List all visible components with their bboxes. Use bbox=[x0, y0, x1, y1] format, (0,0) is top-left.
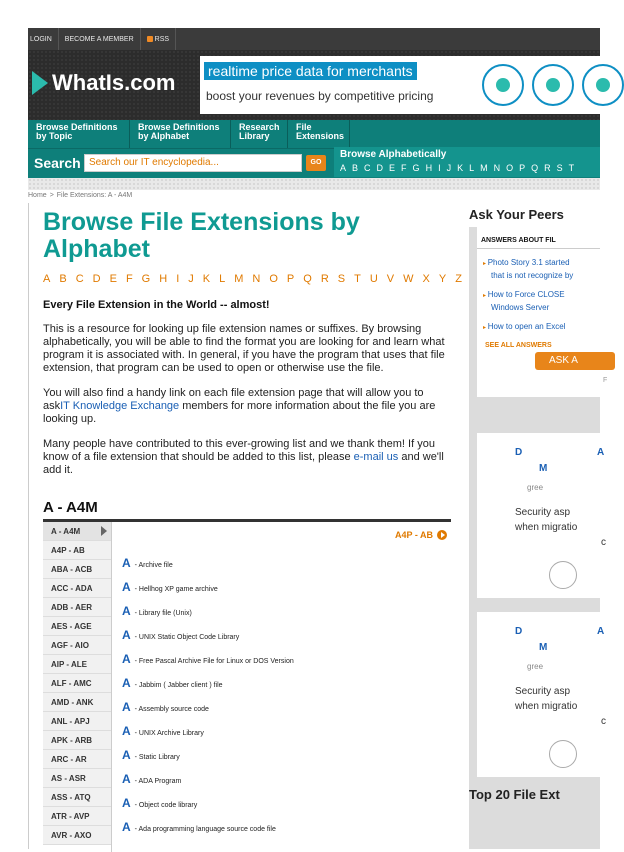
extension-row bbox=[122, 628, 239, 642]
question-text: that is not recognize by bbox=[491, 271, 574, 280]
top-bar bbox=[28, 28, 600, 50]
nav-label: by Alphabet bbox=[138, 131, 190, 141]
nav-label: Research bbox=[239, 122, 280, 132]
answers-label: ANSWERS ABOUT FIL bbox=[477, 227, 600, 249]
alpha-link[interactable]: Q bbox=[303, 273, 312, 285]
nav-file-extensions[interactable] bbox=[288, 120, 350, 148]
next-range-label: A4P - AB bbox=[394, 530, 433, 540]
browse-letter-k[interactable]: K bbox=[457, 163, 464, 173]
range-item[interactable]: ABA - ACB bbox=[43, 560, 111, 579]
range-item[interactable]: ATR - AVP bbox=[43, 807, 111, 826]
range-item[interactable]: AES - AGE bbox=[43, 617, 111, 636]
extension-link[interactable]: A bbox=[122, 604, 131, 618]
alpha-link[interactable]: A bbox=[43, 273, 51, 285]
ad-text bbox=[515, 505, 606, 550]
nav-research-library[interactable] bbox=[231, 120, 288, 148]
alpha-link[interactable]: L bbox=[219, 273, 226, 285]
extension-link[interactable]: A bbox=[122, 748, 131, 762]
alpha-link[interactable]: X bbox=[422, 273, 430, 285]
browse-letter-j[interactable]: J bbox=[446, 163, 452, 173]
page-frame bbox=[28, 28, 608, 849]
extension-row bbox=[122, 796, 197, 810]
extension-row bbox=[122, 724, 204, 738]
para-text: and we'll add it. bbox=[43, 451, 444, 476]
alpha-link[interactable]: B bbox=[59, 273, 67, 285]
extension-link[interactable]: A bbox=[122, 796, 131, 810]
login-link[interactable]: LOGIN bbox=[28, 28, 59, 50]
range-list bbox=[43, 522, 111, 845]
browse-letter-q[interactable]: Q bbox=[531, 163, 539, 173]
breadcrumb-current: File Extensions: A - A4M bbox=[56, 192, 133, 199]
extension-desc: - Library file (Unix) bbox=[132, 610, 192, 617]
logo-text: WhatIs.com bbox=[52, 70, 176, 95]
spacer bbox=[469, 598, 600, 612]
alpha-link[interactable]: R bbox=[320, 273, 329, 285]
intro-paragraph: This is a resource for looking up file extension names or suffixes. By browsing alphabetically, you will be able to find the format you are looking for and learn what program it is associated with. In general, if you have the program that uses that file extension, that program can be used to open or otherwise use the file. bbox=[43, 323, 445, 374]
nav-label: by Topic bbox=[36, 131, 73, 141]
browse-letter-n[interactable]: N bbox=[493, 163, 501, 173]
page-title: Browse File Extensions by Alphabet bbox=[43, 208, 360, 263]
extension-link[interactable]: A bbox=[122, 652, 131, 666]
extension-link[interactable]: A bbox=[122, 772, 131, 786]
nav-label: Browse Definitions bbox=[36, 122, 118, 132]
range-item[interactable]: AMD - ANK bbox=[43, 693, 111, 712]
alpha-link[interactable]: T bbox=[354, 273, 361, 285]
ask-header bbox=[469, 203, 600, 227]
alpha-link[interactable]: F bbox=[125, 273, 133, 285]
rss-icon bbox=[147, 36, 153, 42]
ad-line: c bbox=[601, 716, 606, 727]
top20-heading: Top 20 File Ext bbox=[469, 787, 560, 802]
extension-desc: - Jabbim ( Jabber client ) file bbox=[132, 682, 223, 689]
ask-button[interactable]: ASK A bbox=[535, 352, 615, 370]
nav-label: Library bbox=[239, 131, 270, 141]
sidebar-ad-1[interactable] bbox=[477, 433, 606, 598]
range-item[interactable]: ALF - AMC bbox=[43, 674, 111, 693]
range-item[interactable]: AS - ASR bbox=[43, 769, 111, 788]
extension-row bbox=[122, 700, 209, 714]
alpha-link[interactable]: Z bbox=[455, 273, 462, 285]
ad-gree: gree bbox=[527, 662, 544, 671]
ask-footer: F bbox=[603, 377, 608, 384]
ad-text bbox=[515, 684, 606, 729]
browse-letter-b[interactable]: B bbox=[352, 163, 359, 173]
next-range-link[interactable] bbox=[395, 530, 447, 540]
extension-link[interactable]: A bbox=[122, 580, 131, 594]
breadcrumb-sep: > bbox=[49, 192, 54, 199]
alpha-link[interactable]: J bbox=[188, 273, 194, 285]
section-heading: A - A4M bbox=[43, 499, 98, 516]
alpha-link[interactable]: N bbox=[252, 273, 261, 285]
extension-link[interactable]: A bbox=[122, 820, 131, 834]
extension-desc: - Object code library bbox=[132, 802, 198, 809]
alpha-link[interactable]: M bbox=[234, 273, 244, 285]
question-link[interactable] bbox=[477, 321, 600, 334]
browse-letter-f[interactable]: F bbox=[401, 163, 407, 173]
alpha-link[interactable]: H bbox=[159, 273, 168, 285]
logo-chevron-icon bbox=[32, 71, 48, 95]
browse-letter-r[interactable]: R bbox=[544, 163, 551, 173]
next-arrow-icon bbox=[437, 530, 447, 540]
banner-line-1: realtime price data for merchants bbox=[204, 62, 417, 80]
ad-d: D bbox=[515, 447, 523, 458]
alpha-link[interactable]: O bbox=[269, 273, 278, 285]
ad-ring-icon bbox=[549, 740, 577, 768]
email-us-link[interactable]: e-mail us bbox=[353, 451, 399, 463]
alpha-link[interactable]: W bbox=[403, 273, 414, 285]
range-item[interactable]: APK - ARB bbox=[43, 731, 111, 750]
price-tag-icon bbox=[482, 64, 524, 106]
breadcrumb bbox=[28, 190, 600, 202]
range-item[interactable]: ANL - APJ bbox=[43, 712, 111, 731]
extension-desc: - Free Pascal Archive File for Linux or DOS Version bbox=[132, 658, 294, 665]
subtitle: Every File Extension in the World -- almost! bbox=[43, 299, 270, 311]
alpha-link[interactable]: K bbox=[202, 273, 211, 285]
browse-letter-h[interactable]: H bbox=[425, 163, 433, 173]
question-text: How to open an Excel bbox=[487, 322, 566, 331]
browse-letter-a[interactable]: A bbox=[340, 163, 347, 173]
browse-letter-i[interactable]: I bbox=[438, 163, 441, 173]
browse-letter-m[interactable]: M bbox=[480, 163, 488, 173]
ad-banner[interactable] bbox=[200, 56, 600, 114]
sidebar-ad-2[interactable] bbox=[477, 612, 606, 777]
browse-alphabetically bbox=[334, 147, 600, 177]
ad-m: M bbox=[539, 642, 548, 653]
browse-letter-p[interactable]: P bbox=[519, 163, 526, 173]
extension-row bbox=[122, 556, 173, 570]
extension-link[interactable]: A bbox=[122, 724, 131, 738]
extension-table bbox=[43, 519, 451, 849]
browse-letter-c[interactable]: C bbox=[364, 163, 371, 173]
nav-label: File bbox=[296, 122, 312, 132]
extension-row bbox=[122, 748, 180, 762]
range-item[interactable]: ADB - AER bbox=[43, 598, 111, 617]
search-bar bbox=[28, 148, 600, 178]
extension-row bbox=[122, 580, 218, 594]
extension-desc: - ADA Program bbox=[132, 778, 182, 785]
spacer bbox=[469, 397, 600, 433]
nav-browse-topic[interactable] bbox=[28, 120, 130, 148]
rss-label: RSS bbox=[154, 35, 170, 43]
breadcrumb-home[interactable]: Home bbox=[28, 192, 47, 199]
browse-letter-g[interactable]: G bbox=[412, 163, 420, 173]
alpha-link[interactable]: G bbox=[141, 273, 151, 285]
ad-a: A bbox=[597, 447, 605, 458]
contribute-paragraph bbox=[43, 438, 453, 477]
ad-d: D bbox=[515, 626, 523, 637]
ad-m: M bbox=[539, 463, 548, 474]
alphabet-links bbox=[43, 273, 460, 285]
browse-letter-s[interactable]: S bbox=[556, 163, 563, 173]
alpha-link[interactable]: V bbox=[386, 273, 395, 285]
question-link[interactable] bbox=[477, 257, 600, 281]
alpha-link[interactable]: U bbox=[369, 273, 378, 285]
it-knowledge-exchange-link[interactable]: IT Knowledge Exchange bbox=[60, 400, 180, 412]
alpha-link[interactable]: D bbox=[92, 273, 101, 285]
whatis-logo[interactable] bbox=[32, 70, 175, 96]
extension-rows bbox=[111, 522, 451, 852]
ad-line: c bbox=[601, 537, 606, 548]
alpha-link[interactable]: E bbox=[109, 273, 117, 285]
ad-gree: gree bbox=[527, 483, 544, 492]
main-nav bbox=[28, 120, 600, 148]
extension-link[interactable]: A bbox=[122, 556, 131, 570]
question-text: Photo Story 3.1 started bbox=[487, 258, 570, 267]
para-text: members for more information about the file you are looking up. bbox=[43, 400, 436, 425]
extension-desc: - Static Library bbox=[132, 754, 180, 761]
nav-label: Extensions bbox=[296, 131, 345, 141]
alpha-link[interactable]: I bbox=[176, 273, 180, 285]
extension-desc: - Archive file bbox=[132, 562, 173, 569]
para-text: You will also find a handy link on each file extension page that will allow you to ask bbox=[43, 387, 424, 412]
chart-icon bbox=[582, 64, 624, 106]
search-label: Search bbox=[34, 155, 81, 171]
right-sidebar bbox=[469, 203, 608, 849]
range-item[interactable]: A - A4M bbox=[43, 522, 111, 541]
site-header bbox=[28, 50, 600, 120]
see-all-answers-link[interactable]: SEE ALL ANSWERS bbox=[485, 342, 552, 349]
extension-row bbox=[122, 772, 181, 786]
ad-line: Security asp bbox=[515, 686, 571, 697]
rss-link[interactable] bbox=[141, 28, 176, 50]
extension-desc: - UNIX Static Object Code Library bbox=[132, 634, 240, 641]
para-text: Many people have contributed to this ever-growing list and we thank them! If you know of a file extension that should be added to this list, please bbox=[43, 438, 435, 463]
extension-row bbox=[122, 604, 192, 618]
browse-alpha-letters bbox=[334, 160, 600, 173]
alpha-link[interactable]: Y bbox=[438, 273, 447, 285]
range-item[interactable]: ASS - ATQ bbox=[43, 788, 111, 807]
range-item[interactable]: AVR - AXO bbox=[43, 826, 111, 845]
alpha-link[interactable]: C bbox=[75, 273, 84, 285]
main-content bbox=[28, 203, 460, 849]
search-input[interactable]: Search our IT encyclopedia... bbox=[84, 154, 302, 172]
extension-link[interactable]: A bbox=[122, 628, 131, 642]
extension-row bbox=[122, 676, 223, 690]
question-text: How to Force CLOSE bbox=[487, 290, 565, 299]
become-member-link[interactable]: BECOME A MEMBER bbox=[59, 28, 141, 50]
range-item[interactable]: A4P - AB bbox=[43, 541, 111, 560]
ad-line: when migratio bbox=[515, 701, 578, 712]
ask-peers-title: Ask Your Peers bbox=[469, 207, 564, 222]
banner-line-2: boost your revenues by competitive pricing bbox=[206, 89, 434, 103]
magnifier-icon bbox=[532, 64, 574, 106]
range-item[interactable]: ACC - ADA bbox=[43, 579, 111, 598]
dot-strip bbox=[28, 178, 600, 190]
answers-box bbox=[477, 227, 608, 397]
extension-row bbox=[122, 652, 294, 666]
extension-link[interactable]: A bbox=[122, 700, 131, 714]
extension-row bbox=[122, 820, 276, 834]
extension-link[interactable]: A bbox=[122, 676, 131, 690]
extension-desc: - Assembly source code bbox=[132, 706, 209, 713]
browse-letter-o[interactable]: O bbox=[506, 163, 514, 173]
alpha-link[interactable]: P bbox=[286, 273, 295, 285]
browse-letter-d[interactable]: D bbox=[376, 163, 384, 173]
browse-letter-e[interactable]: E bbox=[389, 163, 396, 173]
extension-desc: - Ada programming language source code file bbox=[132, 826, 276, 833]
ask-paragraph bbox=[43, 387, 453, 426]
ad-a: A bbox=[597, 626, 605, 637]
ad-line: Security asp bbox=[515, 507, 571, 518]
question-text: Windows Server bbox=[491, 303, 550, 312]
browse-alpha-title: Browse Alphabetically bbox=[340, 149, 447, 160]
ad-ring-icon bbox=[549, 561, 577, 589]
question-link[interactable] bbox=[477, 289, 600, 313]
search-go-button[interactable]: GO bbox=[306, 155, 326, 171]
browse-letter-t[interactable]: T bbox=[568, 163, 575, 173]
extension-desc: - Hellhog XP game archive bbox=[132, 586, 218, 593]
range-item[interactable]: AGF - AIO bbox=[43, 636, 111, 655]
alpha-link[interactable]: S bbox=[337, 273, 346, 285]
browse-letter-l[interactable]: L bbox=[469, 163, 475, 173]
nav-label: Browse Definitions bbox=[138, 122, 220, 132]
ad-line: when migratio bbox=[515, 522, 578, 533]
nav-browse-alphabet[interactable] bbox=[130, 120, 231, 148]
range-item[interactable]: AIP - ALE bbox=[43, 655, 111, 674]
extension-desc: - UNIX Archive Library bbox=[132, 730, 204, 737]
range-item[interactable]: ARC - AR bbox=[43, 750, 111, 769]
